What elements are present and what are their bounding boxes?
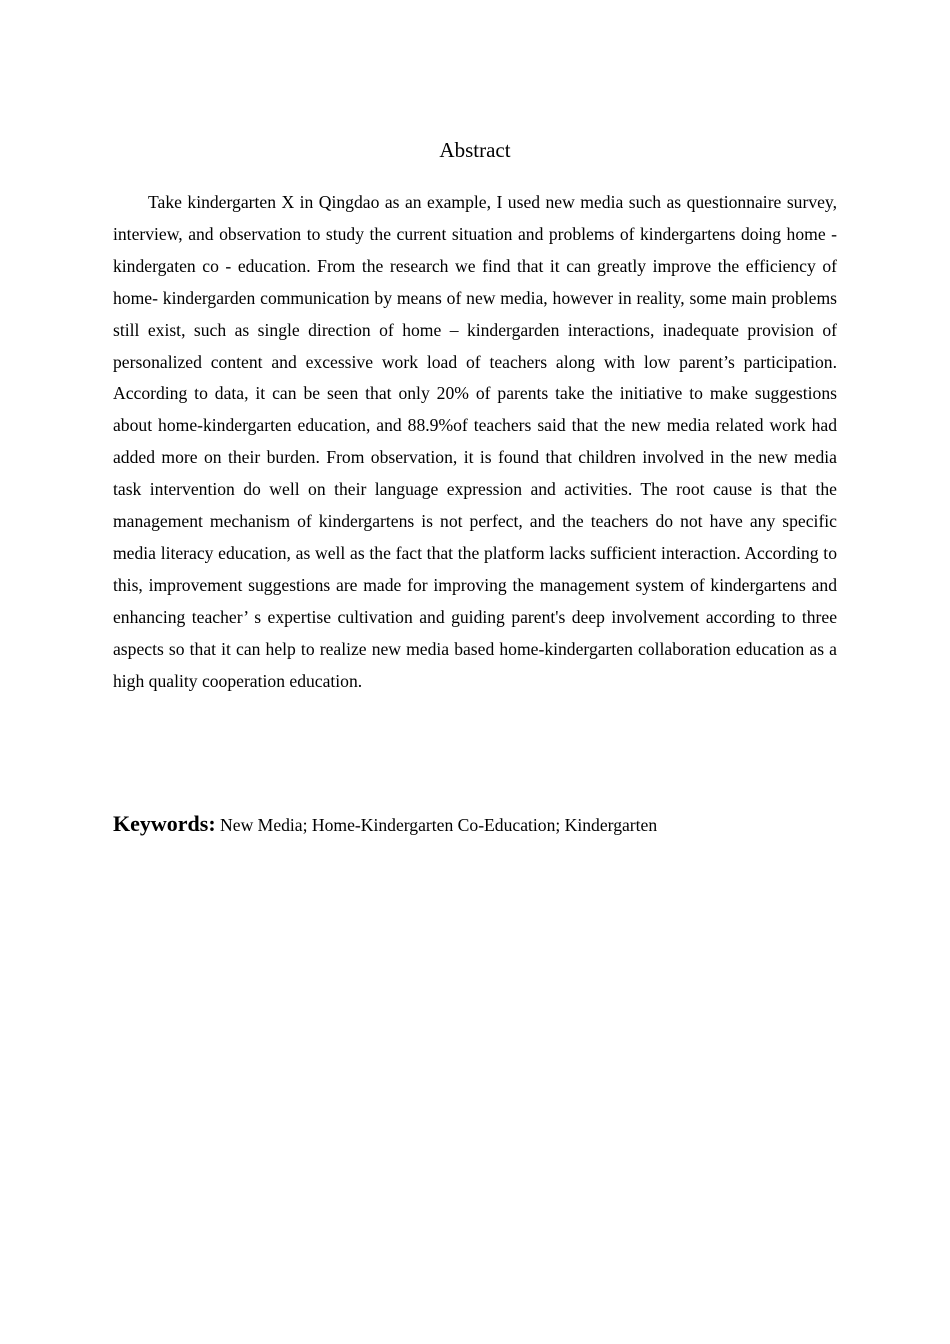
keywords-label: Keywords: [113, 811, 216, 836]
keywords-line [113, 808, 837, 841]
keywords-text: New Media; Home-Kindergarten Co-Education; Kindergarten [215, 815, 658, 835]
abstract-title: Abstract [439, 138, 511, 162]
abstract-paragraph: Take kindergarten X in Qingdao as an example, I used new media such as questionnaire survey, interview, and observation to study the current situation and problems of kindergartens doing home - kindergaten co - education. From the research we find that it can greatly improve the efficiency of home- kindergarden communication by means of new media, however in reality, some main problems still exist, such as single direction of home – kindergarden interactions, inadequate provision of personalized content and excessive work load of teachers along with low parent’s participation. According to data, it can be seen that only 20% of parents take the initiative to make suggestions about home-kindergarten education, and 88.9%of teachers said that the new media related work had added more on their burden. From observation, it is found that children involved in the new media task intervention do well on their language expression and activities. The root cause is that the management mechanism of kindergartens is not perfect, and the teachers do not have any specific media literacy education, as well as the fact that the platform lacks sufficient interaction. According to this, improvement suggestions are made for improving the management system of kindergartens and enhancing teacher’ s expertise cultivation and guiding parent's deep involvement according to three aspects so that it can help to realize new media based home-kindergarten collaboration education as a high quality cooperation education. [113, 192, 837, 691]
